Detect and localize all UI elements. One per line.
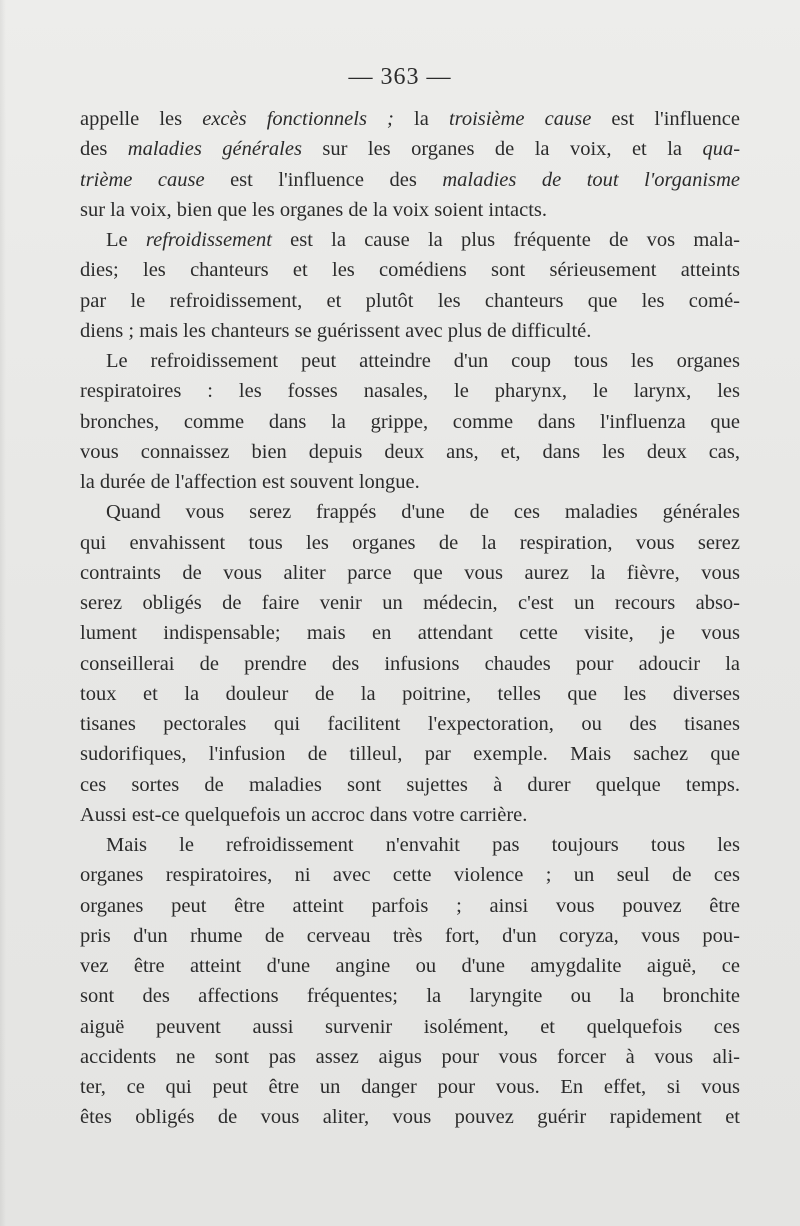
text-line xyxy=(80,286,740,316)
text-run: lument indispensable; mais en attendant cette visite, je vous xyxy=(80,622,740,645)
text-run: serez obligés de faire venir un médecin, c'est un recours abso- xyxy=(80,592,740,614)
text-line xyxy=(80,649,740,679)
text-line xyxy=(80,346,740,376)
text-run: la durée de l'affection est souvent longue. xyxy=(80,471,420,493)
text-line xyxy=(80,891,740,921)
text-line xyxy=(80,770,740,800)
text-run: ter, ce qui peut être un danger pour vous. En effet, si vous xyxy=(80,1076,740,1098)
text-run: par le refroidissement, et plutôt les chanteurs que les comé- xyxy=(80,289,740,312)
page-number: — 363 — xyxy=(348,64,452,90)
text-run: ces sortes de maladies sont sujettes à durer quelque temps. xyxy=(80,773,740,796)
text-run: sont des affections fréquentes; la laryngite ou la bronchite xyxy=(80,985,740,1008)
text-run: respiratoires : les fosses nasales, le pharynx, le larynx, les xyxy=(80,380,740,403)
text-line xyxy=(80,467,740,497)
text-line xyxy=(80,407,740,437)
text-run: accidents ne sont pas assez aigus pour vous forcer à vous ali- xyxy=(80,1045,740,1068)
text-line xyxy=(80,739,740,769)
text-run: organes peut être atteint parfois ; ainsi vous pouvez être xyxy=(80,894,740,917)
text-run: est l'influence des xyxy=(204,168,443,191)
text-run: Aussi est-ce quelquefois un accroc dans votre carrière. xyxy=(80,803,528,826)
text-line xyxy=(80,709,740,739)
text-run: vous connaissez bien depuis deux ans, et, dans les deux cas, xyxy=(80,440,740,463)
text-line xyxy=(80,195,740,225)
italic-phrase: refroidissement xyxy=(145,229,272,251)
text-run: vez être atteint d'une angine ou d'une amygdalite aiguë, ce xyxy=(80,955,740,977)
page-edge-shadow xyxy=(0,0,6,1226)
text-line xyxy=(80,316,740,346)
text-run: sur les organes de la voix, et la xyxy=(301,138,703,161)
text-run: sur la voix, bien que les organes de la voix soient intacts. xyxy=(80,198,548,221)
paragraph xyxy=(80,497,740,830)
text-run: Mais le refroidissement n'envahit pas toujours tous les xyxy=(106,834,740,856)
text-line xyxy=(80,679,740,709)
text-line xyxy=(80,497,740,527)
text-run: êtes obligés de vous aliter, vous pouvez guérir rapidement et xyxy=(80,1106,740,1129)
text-line xyxy=(80,134,740,164)
italic-phrase: maladies générales xyxy=(127,138,302,161)
text-run: dies; les chanteurs et les comédiens sont sérieusement atteints xyxy=(80,259,740,282)
text-run: sudorifiques, l'infusion de tilleul, par exemple. Mais sachez que xyxy=(80,743,740,766)
text-line xyxy=(80,104,740,134)
text-run: bronches, comme dans la grippe, comme dans l'influenza que xyxy=(80,410,740,433)
text-run: conseillerai de prendre des infusions chaudes pour adoucir la xyxy=(80,652,740,675)
text-line xyxy=(80,921,740,951)
text-run: est l'influence xyxy=(591,108,740,130)
paragraph xyxy=(80,346,740,497)
text-run: Le refroidissement peut atteindre d'un coup tous les organes xyxy=(106,350,740,372)
text-run: des xyxy=(80,138,128,161)
text-run: aiguë peuvent aussi survenir isolément, et quelquefois ces xyxy=(80,1015,740,1038)
italic-phrase: maladies de tout l'organisme xyxy=(442,168,740,191)
text-run: contraints de vous aliter parce que vous aurez la fièvre, vous xyxy=(80,561,740,584)
text-line xyxy=(80,528,740,558)
text-line xyxy=(80,1072,740,1102)
text-line xyxy=(80,830,740,860)
text-line xyxy=(80,951,740,981)
italic-phrase: trième cause xyxy=(80,168,205,191)
paragraph xyxy=(80,104,740,225)
text-run: la xyxy=(393,108,449,130)
italic-phrase: qua- xyxy=(702,138,741,161)
text-run: diens ; mais les chanteurs se guérissent avec plus de difficulté. xyxy=(80,319,592,342)
text-line xyxy=(80,1102,740,1132)
text-run: toux et la douleur de la poitrine, telles que les diverses xyxy=(80,682,740,705)
italic-phrase: excès fonctionnels ; xyxy=(202,108,394,130)
text-line xyxy=(80,981,740,1011)
text-line xyxy=(80,255,740,285)
text-line xyxy=(80,618,740,648)
text-run: pris d'un rhume de cerveau très fort, d'un coryza, vous pou- xyxy=(80,924,740,947)
text-run: tisanes pectorales qui facilitent l'expectoration, ou des tisanes xyxy=(80,713,740,735)
text-run: organes respiratoires, ni avec cette violence ; un seul de ces xyxy=(80,864,740,887)
text-line xyxy=(80,376,740,406)
body-text xyxy=(80,104,740,1133)
italic-phrase: troisième cause xyxy=(448,108,592,130)
text-line xyxy=(80,588,740,618)
text-run: appelle les xyxy=(80,108,203,130)
text-run: Le xyxy=(106,229,146,251)
text-line xyxy=(80,437,740,467)
paragraph xyxy=(80,830,740,1133)
text-line xyxy=(80,225,740,255)
text-line xyxy=(80,1012,740,1042)
text-line xyxy=(80,165,740,195)
text-line xyxy=(80,800,740,830)
text-run: Quand vous serez frappés d'une de ces maladies générales xyxy=(106,501,740,524)
text-run: qui envahissent tous les organes de la respiration, vous serez xyxy=(80,531,740,554)
text-run: est la cause la plus fréquente de vos mala- xyxy=(271,229,741,251)
paragraph xyxy=(80,225,740,346)
text-line xyxy=(80,1042,740,1072)
text-line xyxy=(80,558,740,588)
text-line xyxy=(80,860,740,890)
